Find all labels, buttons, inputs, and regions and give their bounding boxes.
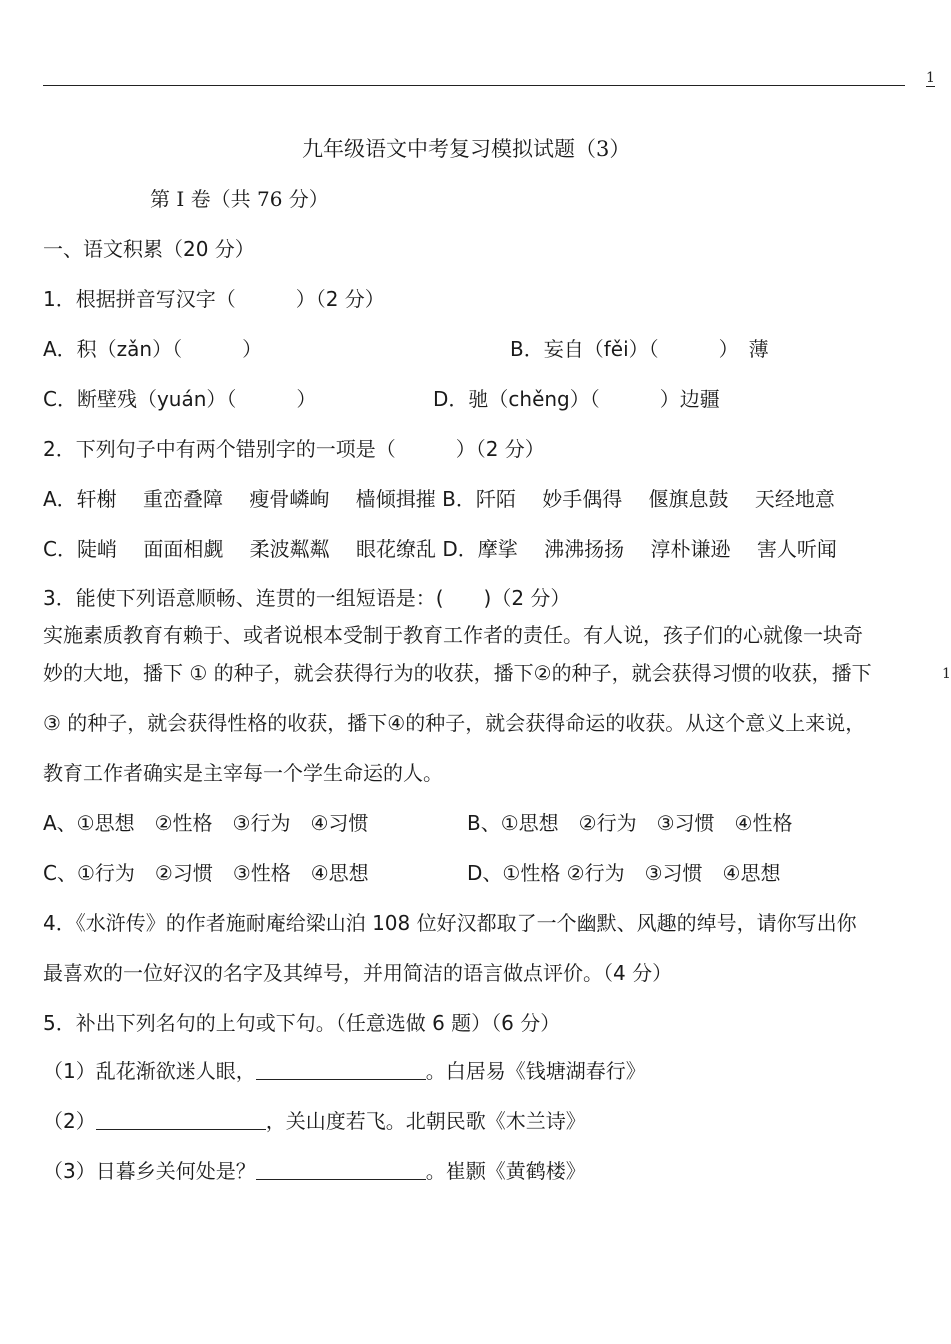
- header-rule: [43, 85, 905, 86]
- q1-option-c: C．断壁残（yuán）（ ）: [43, 387, 317, 411]
- answer-blank[interactable]: [96, 1111, 266, 1130]
- volume-heading: 第 I 卷（共 76 分）: [150, 187, 329, 211]
- page-title: 九年级语文中考复习模拟试题（3）: [302, 137, 631, 161]
- section-heading: 一、语文积累（20 分）: [43, 237, 255, 261]
- q3-option-c: C、①行为 ②习惯 ③性格 ④思想: [43, 861, 369, 885]
- q5-stem: 5．补出下列名句的上句或下句。（任意选做 6 题）（6 分）: [43, 1011, 561, 1035]
- q3-para-line: ③ 的种子，就会获得性格的收获，播下④的种子，就会获得命运的收获。从这个意义上来说，: [43, 711, 866, 735]
- q4-line: 最喜欢的一位好汉的名字及其绰号，并用简洁的语言做点评价。（4 分）: [43, 961, 673, 985]
- q5-item-1-source: 。白居易《钱塘湖春行》: [425, 1059, 646, 1083]
- q3-para-line: 实施素质教育有赖于、或者说根本受制于教育工作者的责任。有人说，孩子们的心就像一块奇: [43, 623, 863, 647]
- q3-option-b: B、①思想 ②行为 ③习惯 ④性格: [467, 811, 793, 835]
- q2-stem: 2．下列句子中有两个错别字的一项是（ ）（2 分）: [43, 437, 545, 461]
- q3-stem: 3．能使下列语意顺畅、连贯的一组短语是：( )（2 分）: [43, 586, 571, 610]
- q5-item-3-source: 。崔颢《黄鹤楼》: [425, 1159, 586, 1183]
- q2-options-ab: A．轩榭 重峦叠障 瘦骨嶙峋 樯倾揖摧 B．阡陌 妙手偶得 偃旗息鼓 天经地意: [43, 487, 835, 511]
- q5-item-2: [43, 1108, 586, 1134]
- q5-item-3-text: （3）日暮乡关何处是？: [43, 1159, 256, 1183]
- page-number: 1: [926, 70, 935, 86]
- q5-item-3: [43, 1158, 586, 1184]
- answer-blank[interactable]: [256, 1061, 426, 1080]
- q2-options-cd: C．陡峭 面面相觑 柔波粼粼 眼花缭乱 D．摩挲 沸沸扬扬 淳朴谦逊 害人听闻: [43, 537, 837, 561]
- q5-item-2-source: ，关山度若飞。北朝民歌《木兰诗》: [265, 1109, 586, 1133]
- q3-para-line: 妙的大地，播下 ① 的种子，就会获得行为的收获，播下②的种子，就会获得习惯的收获，播下: [43, 661, 872, 685]
- q3-option-d: D、①性格 ②行为 ③习惯 ④思想: [467, 861, 781, 885]
- q4-line: 4．《水浒传》的作者施耐庵给梁山泊 108 位好汉都取了一个幽默、风趣的绰号，请你写出你: [43, 911, 857, 935]
- q1-option-a: A．积（zǎn）（ ）: [43, 337, 263, 361]
- q1-option-d: D．驰（chěng）（ ）边疆: [433, 387, 720, 411]
- answer-blank[interactable]: [256, 1161, 426, 1180]
- q5-item-1-text: （1）乱花渐欲迷人眼，: [43, 1059, 256, 1083]
- q5-item-2-text: （2）: [43, 1109, 96, 1133]
- q5-item-1: [43, 1058, 646, 1084]
- q3-para-line: 教育工作者确实是主宰每一个学生命运的人。: [43, 761, 443, 785]
- q1-option-b: B．妄自（fěi）（ ） 薄: [510, 337, 769, 361]
- q1-stem: 1．根据拼音写汉字（ ）（2 分）: [43, 287, 385, 311]
- q3-option-a: A、①思想 ②性格 ③行为 ④习惯: [43, 811, 369, 835]
- page-number-side: 1: [942, 666, 951, 682]
